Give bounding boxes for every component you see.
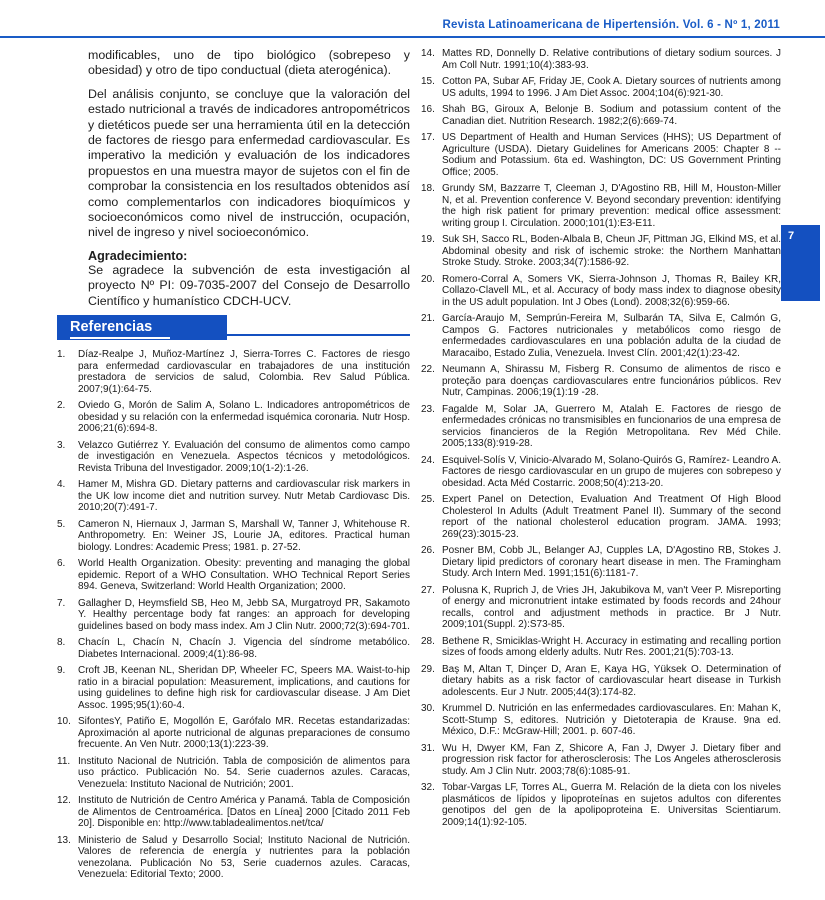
reference-number: 23. <box>421 403 435 415</box>
reference-item <box>421 494 781 540</box>
reference-text: Posner BM, Cobb JL, Belanger AJ, Cupples LA, D'Agostino RB, Stokes J. Dietary lipid predictors of coronary heart disease in men. The Framingham Study. Arch Intern Med. 1991;151(6):1181-7. <box>442 545 781 579</box>
reference-number: 20. <box>421 273 435 285</box>
reference-item <box>421 183 781 229</box>
reference-text: Díaz-Realpe J, Muñoz-Martínez J, Sierra-Torres C. Factores de riesgo para enfermedad cardiovascular en trabajadores de una institución prestadora de servicios de salud, Colombia. Rev Salud Pública. 2007;9(1):64-75. <box>78 349 410 395</box>
reference-item <box>421 234 781 269</box>
reference-number: 31. <box>421 742 435 754</box>
conclusion-paragraph-1: modificables, uno de tipo biológico (sobrepeso y obesidad) y otro de tipo conductual (dieta aterogénica). <box>88 48 410 78</box>
reference-number: 16. <box>421 104 435 115</box>
reference-number: 3. <box>57 439 66 451</box>
reference-item <box>421 455 781 490</box>
reference-text: Velazco Gutiérrez Y. Evaluación del consumo de alimentos como campo de investigación en Venezuela. Aspectos técnicos y metodológicos. Revista Tribuna del Investigador. 2009;10(1-2):1-26. <box>78 439 410 474</box>
reference-text: García-Araujo M, Semprún-Fereira M, Sulbarán TA, Silva E, Calmón G, Campos G. Factores nutricionales y metabólicos como riesgo de enfermedades cardiovasculares en una población adulta de la ciudad de Maracaibo, Estado Zulia, Venezuela. Invest Clín. 2001;42(1):23-42. <box>442 313 781 359</box>
right-column <box>421 46 781 833</box>
reference-item <box>421 48 781 71</box>
reference-item <box>57 665 410 711</box>
reference-text: Shah BG, Giroux A, Belonje B. Sodium and potassium content of the Canadian diet. Nutrition Research. 1982;2(6):669-74. <box>442 104 781 127</box>
reference-item <box>421 132 781 178</box>
reference-number: 30. <box>421 703 435 714</box>
references-header-rule <box>227 334 410 336</box>
reference-text: Hamer M, Mishra GD. Dietary patterns and cardiovascular risk markers in the UK low income diet and nutrition survey. Nutr Metab Cardiovasc Dis. 2010;20(7):491-7. <box>78 479 410 514</box>
reference-item <box>421 703 781 738</box>
reference-number: 26. <box>421 545 435 556</box>
journal-header-title: Revista Latinoamericana de Hipertensión. Vol. 6 - Nº 1, 2011 <box>442 19 780 31</box>
reference-text: Cameron N, Hiernaux J, Jarman S, Marshall W, Tanner J, Whitehouse R. Anthropometry. En: Weiner JS, Lourie JA, editores. Practical human biology. Londres: Academic Press; 1981. p. 27-52. <box>78 518 410 553</box>
reference-item <box>421 274 781 309</box>
acknowledgement-title: Agradecimiento: <box>88 248 188 263</box>
reference-number: 32. <box>421 782 435 793</box>
reference-number: 25. <box>421 494 435 505</box>
reference-text: Ministerio de Salud y Desarrollo Social; Instituto Nacional de Nutrición. Valores de referencia de energía y nutrientes para la población venezolana. Publicación No 53, Serie cuadernos azules. Caracas, Venezuela: Editorial Texto; 2000. <box>78 834 410 881</box>
reference-text: Bethene R, Smiciklas-Wright H. Accuracy in estimating and recalling portion sizes of foods among elderly adults. Nutr Res. 2001;21(5):703-13. <box>442 635 781 658</box>
reference-text: Polusna K, Ruprich J, de Vries JH, Jakubikova M, van't Veer P. Misreporting of energy and micronutrient intake estimated by foods records and 24hour recalls, control and adjustment methods in practice. Br J Nutr. 2009;101(Suppl. 2):S73-85. <box>442 584 781 630</box>
reference-item <box>421 743 781 778</box>
reference-item <box>421 76 781 99</box>
reference-text: Suk SH, Sacco RL, Boden-Albala B, Cheun JF, Pittman JG, Elkind MS, et al. Abdominal obesity and risk of ischemic stroke: the Northern Manhattan Stroke Study. Stroke. 2003;34(7):1586-92. <box>442 234 781 268</box>
reference-text: SifontesY, Patiño E, Mogollón E, Garófalo MR. Recetas estandarizadas: Aproximación al aporte nutricional de algunas preparaciones de consumo frecuente. An Ven Nutr. 2000;13(1):223-39. <box>78 716 410 751</box>
page-number: 7 <box>788 230 795 242</box>
reference-number: 14. <box>421 48 435 59</box>
reference-number: 8. <box>57 637 66 649</box>
references-title-box <box>57 315 227 340</box>
reference-number: 19. <box>421 234 435 245</box>
body-text-block <box>57 48 410 309</box>
reference-number: 1. <box>57 349 66 361</box>
references-title: Referencias <box>70 319 170 339</box>
reference-text: Wu H, Dwyer KM, Fan Z, Shicore A, Fan J, Dwyer J. Dietary fiber and progression risk factor for atherosclerosis: The Los Angeles atherosclerosis study. Am J Clin Nutr. 2003;78(6):1085-91. <box>442 742 781 777</box>
reference-number: 6. <box>57 558 66 570</box>
reference-text: World Health Organization. Obesity: preventing and managing the global epidemic. Report of a WHO Consultation. WHO Technical Report Series 894. Geneva, Switzerland: World Health Organization; 2000. <box>78 558 410 593</box>
reference-text: Esquivel-Solís V, Vinicio-Alvarado M, Solano-Quirós G, Ramírez- Leandro A. Factores de riesgo cardiovascular en un grupo de mujeres con sobrepeso y obesidad. Acta Méd Costarric. 2008;50(4):213-20. <box>442 454 781 489</box>
reference-number: 15. <box>421 76 435 87</box>
reference-text: Tobar-Vargas LF, Torres AL, Guerra M. Relación de la dieta con los niveles plasmáticos de lípidos y lipoproteínas en sujetos adultos con diferentes genotipos del gen de la apolipoproteina E. Universitas Scientiarum. 2009;14(1):92-105. <box>442 782 781 828</box>
reference-number: 12. <box>57 795 71 807</box>
left-column <box>57 46 410 886</box>
reference-text: Grundy SM, Bazzarre T, Cleeman J, D'Agostino RB, Hill M, Houston-Miller N, et al. Prevention conference V. Beyond secondary prevention: identifying the high risk patient for primary prevention: medical office assessment: writing group I. Circulation. 2000;101(1):E3-E11. <box>442 183 781 229</box>
reference-text: Expert Panel on Detection, Evaluation And Treatment Of High Blood Cholesterol In Adults (Adult Treatment Panel II). Summary of the second report of the national cholesterol education program. JAMA. 1993; 269(23):3015-23. <box>442 494 781 540</box>
reference-item <box>57 400 410 435</box>
reference-item <box>57 835 410 881</box>
reference-text: Cotton PA, Subar AF, Friday JE, Cook A. Dietary sources of nutrients among US adults, 1994 to 1996. J Am Diet Assoc. 2004;104(6):921-30. <box>442 76 781 99</box>
reference-text: Mattes RD, Donnelly D. Relative contributions of dietary sodium sources. J Am Coll Nutr. 1991;10(4):383-93. <box>442 48 781 71</box>
reference-item <box>421 313 781 359</box>
reference-text: Croft JB, Keenan NL, Sheridan DP, Wheeler FC, Speers MA. Waist-to-hip ratio in a biracial population: Measurement, implications, and cautions for using guidelines to define high risk for cardiovascular disease. J Am Diet Assoc. 1995;95(1):60-4. <box>78 665 410 711</box>
reference-item <box>57 558 410 593</box>
page-number-tab <box>781 225 820 301</box>
reference-item <box>57 519 410 554</box>
references-section-header <box>57 315 410 341</box>
reference-number: 27. <box>421 584 435 596</box>
header-rule <box>0 36 825 38</box>
reference-number: 5. <box>57 518 66 530</box>
reference-item <box>421 585 781 631</box>
acknowledgement-text: Se agradece la subvención de esta investigación al proyecto Nº PI: 09-7035-2007 del Consejo de Desarrollo Científico y humanístico CDCH-UCV. <box>88 262 410 308</box>
reference-number: 18. <box>421 183 435 194</box>
reference-item <box>421 782 781 828</box>
reference-item <box>57 479 410 514</box>
reference-text: Krummel D. Nutrición en las enfermedades cardiovasculares. En: Mahan K, Scott-Stump S, editores. Nutrición y Dietoterapia de Krause. 9na ed. México, D.F.: McGraw-Hill; 2001. p. 607-46. <box>442 703 781 737</box>
reference-number: 4. <box>57 479 66 491</box>
reference-text: Gallagher D, Heymsfield SB, Heo M, Jebb SA, Murgatroyd PR, Sakamoto Y. Healthy percentage body fat ranges: an approach for developing guidelines based on body mass index. Am J Clin Nutr. 2000;72(3):694-701. <box>78 597 410 632</box>
reference-text: Fagalde M, Solar JA, Guerrero M, Atalah E. Factores de riesgo de enfermedades crónicas no transmisibles en funcionarios de una empresa de servicios financieros de la Región Metropolitana. Rev Méd Chile. 2005;133(8):919-28. <box>442 403 781 449</box>
reference-item <box>57 795 410 830</box>
reference-item <box>421 364 781 399</box>
conclusion-paragraph-2: Del análisis conjunto, se concluye que la valoración del estado nutricional a través de indicadores antropométricos y dietéticos puede ser una herramienta útil en la detección de factores de riesgo para enfermedad cardiovascular. Es imperativo la medición y evaluación de los indicadores propuestos en una muestra mayor de sujetos con el fin de comprobar la consistencia en los resultados obtenidos así como complementarlos con indicadores bioquímicos y socioeconómicos como nivel de instrucción, ocupación, nivel de ingreso y nivel socioeconómico. <box>88 86 410 240</box>
reference-item <box>57 349 410 395</box>
reference-text: Neumann A, Shirassu M, Fisberg R. Consumo de alimentos de risco e proteção para doenças cardiovasculares entre funcionários públicos. Rev Nutr, Campinas. 2006;19(1):19 -28. <box>442 364 781 398</box>
reference-number: 9. <box>57 665 66 677</box>
reference-item <box>421 104 781 127</box>
references-list-right <box>421 48 781 828</box>
reference-text: Chacín L, Chacín N, Chacín J. Vigencia del síndrome metabólico. Diabetes Internacional. 2009;4(1):86-98. <box>78 637 410 660</box>
reference-item <box>57 440 410 475</box>
reference-number: 10. <box>57 716 71 728</box>
reference-number: 28. <box>421 635 435 647</box>
reference-number: 17. <box>421 132 435 143</box>
reference-number: 7. <box>57 597 66 609</box>
reference-item <box>421 404 781 450</box>
reference-item <box>57 637 410 660</box>
reference-item <box>421 545 781 580</box>
reference-text: Instituto Nacional de Nutrición. Tabla de composición de alimentos para uso práctico. Publicación No. 54. Serie cuadernos azules. Caracas, Venezuela: Instituto Nacional de Nutrición; 2001. <box>78 755 410 790</box>
references-list-left <box>57 349 410 881</box>
reference-item <box>57 716 410 751</box>
reference-number: 22. <box>421 364 435 375</box>
reference-number: 24. <box>421 454 435 466</box>
reference-number: 2. <box>57 400 66 412</box>
reference-number: 13. <box>57 834 71 846</box>
reference-text: Oviedo G, Morón de Salim A, Solano L. Indicadores antropométricos de obesidad y su relación con la enfermedad isquémica coronaria. Nutr Hosp. 2006;21(6):694-8. <box>78 400 410 435</box>
reference-item <box>421 664 781 699</box>
reference-number: 21. <box>421 313 435 324</box>
reference-text: US Department of Health and Human Services (HHS); US Department of Agriculture (USDA). Dietary Guidelines for Americans 2005: Chapter 8 -- Sodium and Potassium. 6ta ed. Washington, DC: US Government Printing Office; 2005. <box>442 132 781 178</box>
reference-text: Instituto de Nutrición de Centro América y Panamá. Tabla de Composición de Alimentos de Centroamérica. [Datos en Línea] 2000 [Citado 2011 Feb 20]. Disponible en: http://www.tabladealimentos.net/tca/ <box>78 795 410 830</box>
reference-text: Romero-Corral A, Somers VK, Sierra-Johnson J, Thomas R, Bailey KR, Collazo-Clavell ML, et al. Accuracy of body mass index to diagnose obesity in the US adult population. Int J Obes (Lond). 2008;32(6):959-66. <box>442 273 781 308</box>
reference-text: Baş M, Altan T, Dinçer D, Aran E, Kaya HG, Yüksek O. Determination of dietary habits as a risk factor of cardiovascular heart disease in Turkish adolescents. Eur J Nutr. 2005;44(3):174-82. <box>442 663 781 698</box>
reference-item <box>57 756 410 791</box>
reference-number: 11. <box>57 755 71 767</box>
reference-number: 29. <box>421 663 435 675</box>
reference-item <box>57 598 410 633</box>
reference-item <box>421 636 781 659</box>
